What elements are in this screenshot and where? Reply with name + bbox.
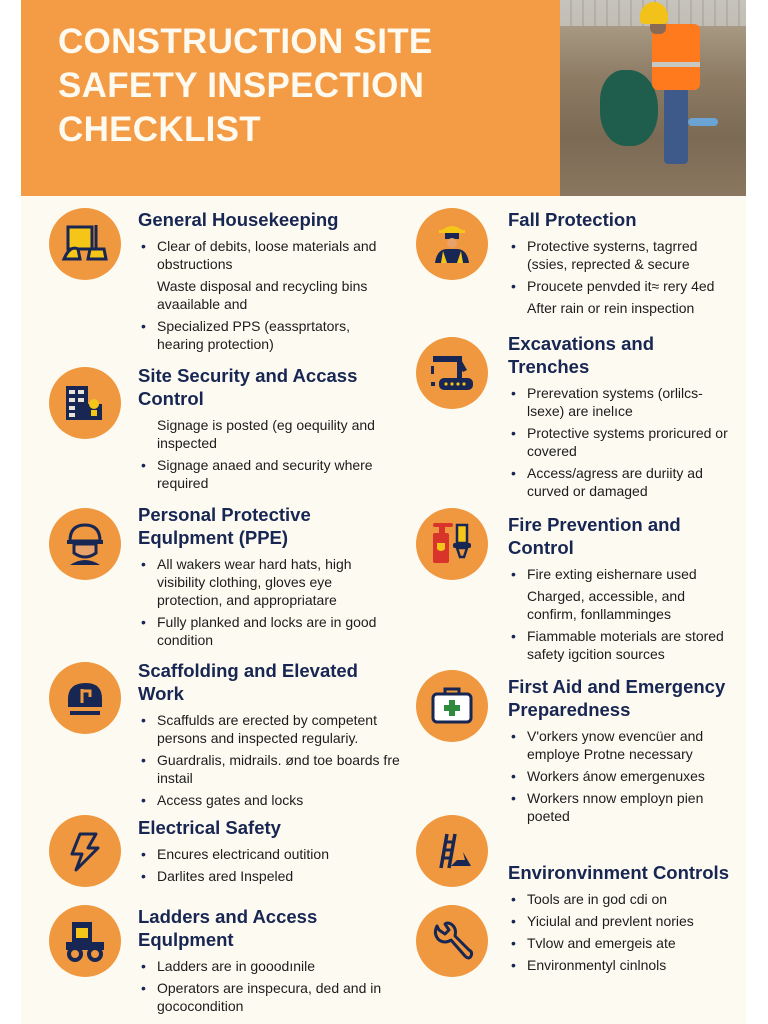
section-heading: General Housekeeping [138,209,339,230]
title-line-1: CONSTRUCTION SITE [58,22,433,61]
checklist-item: • Fiammable moterials are stored safety igcition sources [508,627,738,663]
page-title [58,20,538,152]
title-line-2: SAFETY INSPECTION [58,66,425,105]
section-scaffolding [138,659,408,813]
excavator-icon [416,337,488,409]
checklist-item: • Protective systerns, tagrred (ssies, reprected & secure [508,237,738,273]
checklist-item: • Fully planked and locks are in good condition [138,613,393,649]
checklist [138,237,398,353]
section-ladders-access [138,905,388,1019]
photo-vest-stripe [652,62,700,67]
checklist [138,845,398,885]
section-general-housekeeping [138,208,398,357]
cleaning-bucket-broom-icon [49,208,121,280]
photo-worker-legs [664,88,688,164]
section-heading: Environvinment Controls [508,862,729,883]
checklist-item: • Scaffulds are erected by competent persons and inspected regulariy. [138,711,408,747]
checklist [138,711,408,809]
checklist-item: • Yiciulal and prevlent nories [508,912,738,930]
photo-shovel [688,118,718,126]
checklist [138,957,388,1015]
checklist-item: • Workers nnow employn pien poeted [508,789,738,825]
header-banner [21,0,560,196]
checklist-item: • Specialized PPS (eassprtators, hearing protection) [138,317,398,353]
checklist-item: • Tvlow and emergeis ate [508,934,738,952]
section-heading: First Aid and Emergency Preparedness [508,676,726,720]
checklist-item: • Access/agress are duriity ad curved or damaged [508,464,738,500]
checklist-item: • Environmentyl cinlnols [508,956,738,974]
section-heading: Fire Prevention and Control [508,514,681,558]
hard-hat-worker-icon [49,508,121,580]
checklist [138,555,393,649]
section-heading: Personal Protective Equlpment (PPE) [138,504,311,548]
photo-bag [600,70,658,146]
checklist-item: • Access gates and locks [138,791,408,809]
access-vehicle-icon [49,905,121,977]
section-fall-protection [508,208,738,321]
checklist-item: • Workers ánow emergenuxes [508,767,738,785]
section-heading: Site Security and Accass Control [138,365,358,409]
checklist-item: Waste disposal and recycling bins avaailable and [157,278,368,312]
section-site-security [138,364,378,496]
checklist-item: • Tools are in god cdi on [508,890,738,908]
checklist-item: • Ladders are in gooodınile [138,957,388,975]
building-security-icon [49,367,121,439]
checklist [508,565,738,663]
header-photo [560,0,746,196]
photo-hard-hat [640,2,668,24]
section-heading: Excavations and Trenches [508,333,655,377]
section-heading: Fall Protection [508,209,637,230]
checklist-item: Charged, accessible, and confirm, fonllamminges [527,588,685,622]
first-aid-kit-icon [416,670,488,742]
fire-extinguisher-icon [416,508,488,580]
checklist-item: • V'orkers ynow evencüer and employe Protne necessary [508,727,738,763]
section-first-aid [508,675,738,829]
checklist-item: After rain or rein inspection [527,300,695,316]
scaffolding-icon [49,662,121,734]
checklist [508,237,738,317]
section-environmental-controls [508,861,738,978]
ladder-icon [416,815,488,887]
lightning-bolt-icon [49,815,121,887]
checklist [508,890,738,974]
worker-fall-protection-icon [416,208,488,280]
section-heading: Scaffolding and Elevated Work [138,660,358,704]
section-excavations [508,332,738,504]
checklist-item: • Encures electricand outition [138,845,398,863]
section-ppe [138,503,393,653]
checklist-item: • All wakers wear hard hats, high visibility clothing, gloves eye protection, and appropriatare [138,555,393,609]
checklist-item: Signage is posted (eg oequility and inspected [157,417,375,451]
section-electrical-safety [138,816,398,889]
checklist [508,727,738,825]
checklist-item: • Guardralis, midrails. ønd toe boards fre instail [138,751,408,787]
section-heading: Ladders and Access Equlpment [138,906,318,950]
checklist-item: • Signage anaed and security where required [138,456,378,492]
checklist-item: • Darlites ared Inspeled [138,867,398,885]
checklist [138,416,378,492]
checklist-item: • Fire exting eishernare used [508,565,738,583]
section-fire-prevention [508,513,738,667]
checklist [508,384,738,500]
checklist-item: • Protective systems proricured or covered [508,424,738,460]
checklist-item: • Clear of debits, loose materials and obstructions [138,237,398,273]
title-line-3: CHECKLIST [58,110,261,149]
section-heading: Electrical Safety [138,817,281,838]
wrench-icon [416,905,488,977]
checklist-item: • Operators are inspecura, ded and in gococondition [138,979,388,1015]
checklist-item: • Prerevation systems (orlilcs-lsexe) are inelıce [508,384,738,420]
checklist-item: • Proucete penvded it≈ rery 4ed [508,277,738,295]
